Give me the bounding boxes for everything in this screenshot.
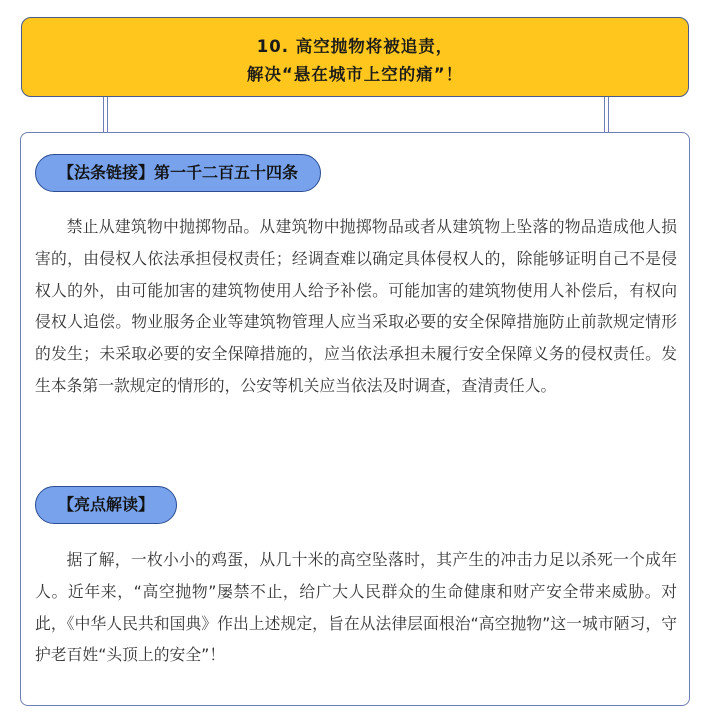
- law-text: 禁止从建筑物中抛掷物品。从建筑物中抛掷物品或者从建筑物上坠落的物品造成他人损害的，由侵权人依法承担侵权责任；经调查难以确定具体侵权人的，除能够证明自己不是侵权人的外，由可能加害的建筑物使用人给予补偿。可能加害的建筑物使用人补偿后，有权向侵权人追偿。物业服务企业等建筑物管理人应当采取必要的安全保障措施防止前款规定情形的发生；未采取必要的安全保障措施的，应当依法承担未履行安全保障义务的侵权责任。发生本条第一款规定的情形的，公安等机关应当依法及时调查，查清责任人。: [35, 217, 677, 395]
- section-title-banner: [21, 17, 689, 97]
- right-connector: [604, 97, 609, 132]
- section-title-line-1: 10. 高空抛物将被追责，: [256, 37, 454, 56]
- left-connector: [103, 97, 108, 132]
- law-link-tag: 【法条链接】第一千二百五十四条: [35, 154, 321, 192]
- section-title-line-2: 解决“悬在城市上空的痛”！: [246, 65, 464, 84]
- highlight-tag: 【亮点解读】: [35, 486, 177, 524]
- highlight-text: 据了解，一枚小小的鸡蛋，从几十米的高空坠落时，其产生的冲击力足以杀死一个成年人。近年来，“高空抛物”屡禁不止，给广大人民群众的生命健康和财产安全带来威胁。对此，《中华人民共和国典》作出上述规定，旨在从法律层面根治“高空抛物”这一城市陋习，守护老百姓“头顶上的安全”！: [35, 550, 677, 665]
